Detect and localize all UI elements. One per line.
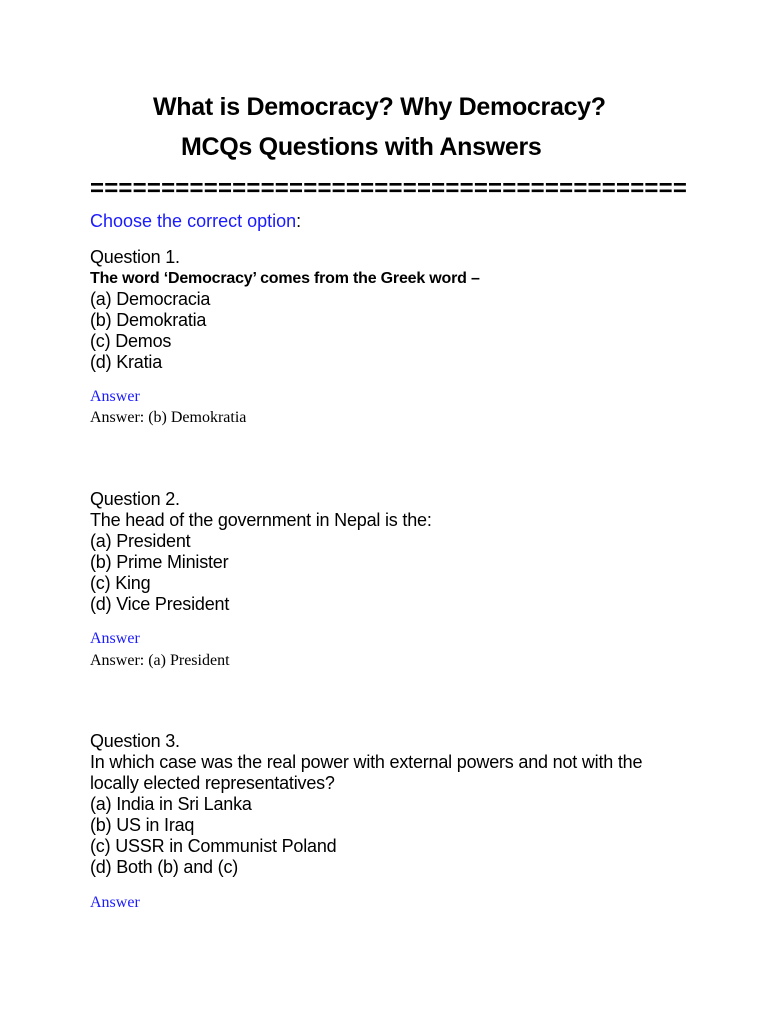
instruction-label: Choose the correct option bbox=[90, 211, 297, 231]
question-number: Question 3. bbox=[90, 731, 180, 751]
question-number: Question 1. bbox=[90, 247, 180, 267]
question-1 bbox=[90, 247, 730, 373]
option-c: (c) USSR in Communist Poland bbox=[90, 836, 337, 856]
option-a: (a) President bbox=[90, 531, 191, 551]
separator-line: ========================================== bbox=[90, 175, 688, 202]
answer-text: Answer: (a) President bbox=[90, 652, 230, 669]
page-title: What is Democracy? Why Democracy? bbox=[153, 93, 606, 121]
answer-toggle-link[interactable]: Answer bbox=[90, 388, 140, 405]
option-a: (a) Democracia bbox=[90, 289, 211, 309]
question-text: The word ‘Democracy’ comes from the Greek word – bbox=[90, 270, 480, 287]
option-d: (d) Kratia bbox=[90, 352, 163, 372]
question-text: The head of the government in Nepal is the: bbox=[90, 510, 432, 530]
instruction-colon: : bbox=[296, 211, 302, 231]
answer-text: Answer: (b) Demokratia bbox=[90, 409, 247, 426]
question-text: In which case was the real power with external powers and not with the locally elected representatives? bbox=[90, 752, 643, 793]
answer-toggle-link[interactable]: Answer bbox=[90, 894, 140, 911]
option-b: (b) US in Iraq bbox=[90, 815, 195, 835]
option-b: (b) Demokratia bbox=[90, 310, 207, 330]
question-number: Question 2. bbox=[90, 489, 180, 509]
option-c: (c) Demos bbox=[90, 331, 172, 351]
option-a: (a) India in Sri Lanka bbox=[90, 794, 252, 814]
option-d: (d) Vice President bbox=[90, 594, 230, 614]
question-3 bbox=[90, 731, 670, 878]
instruction-text bbox=[90, 211, 301, 232]
option-d: (d) Both (b) and (c) bbox=[90, 857, 239, 877]
option-b: (b) Prime Minister bbox=[90, 552, 229, 572]
answer-toggle-link[interactable]: Answer bbox=[90, 630, 140, 647]
option-c: (c) King bbox=[90, 573, 151, 593]
question-2 bbox=[90, 489, 730, 615]
page-subtitle: MCQs Questions with Answers bbox=[181, 133, 542, 161]
